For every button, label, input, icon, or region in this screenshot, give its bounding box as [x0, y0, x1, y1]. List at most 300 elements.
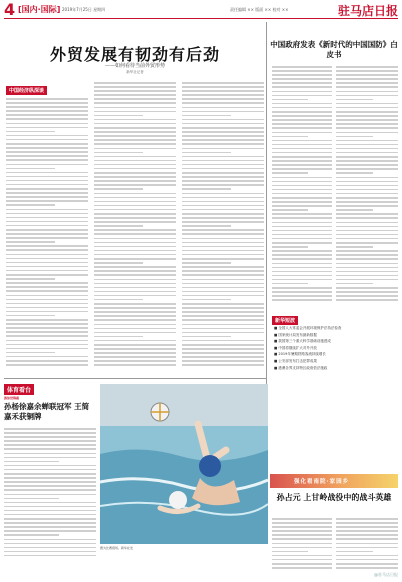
text-line: [182, 311, 264, 313]
text-line: [272, 538, 332, 540]
text-line: [182, 242, 264, 244]
text-line: [336, 279, 398, 281]
text-line: [6, 319, 88, 321]
text-line: [336, 189, 398, 191]
text-line: [272, 213, 332, 215]
text-line: [4, 465, 96, 467]
bottom-headline: 孙占元 上甘岭战役中的战斗英雄: [276, 492, 392, 502]
text-line: [94, 279, 176, 281]
text-line: [336, 66, 398, 68]
text-line: [272, 526, 332, 528]
text-line: [182, 344, 264, 346]
text-line: [272, 205, 332, 207]
text-line: [182, 221, 264, 223]
text-line: [182, 209, 264, 211]
news-brief-item: ■ 国家统计局发布最新数据: [274, 332, 317, 337]
text-line: [182, 127, 264, 129]
text-line: [182, 148, 264, 150]
text-line: [6, 192, 88, 194]
right-headline: 中国政府发表《新时代的中国国防》白皮书: [270, 40, 398, 59]
lead-headline: 外贸发展有韧劲有后劲: [49, 45, 220, 64]
text-line: [182, 225, 231, 227]
text-line: [182, 217, 264, 219]
text-line: [336, 193, 398, 195]
news-brief-item: ■ 中国将继续扩大对外开放: [274, 345, 317, 350]
text-line: [6, 344, 88, 346]
text-line: [272, 123, 332, 125]
text-line: [182, 197, 264, 199]
text-line: [6, 172, 88, 174]
text-line: [6, 311, 88, 313]
text-line: [6, 131, 55, 133]
text-line: [94, 315, 176, 317]
news-brief-item: ■ 港澳各界支持特区政府依法施政: [274, 365, 328, 370]
text-line: [272, 144, 332, 146]
text-line: [336, 526, 398, 528]
text-line: [94, 82, 176, 84]
text-line: [94, 180, 176, 182]
text-line: [336, 226, 398, 228]
text-line: [336, 103, 398, 105]
text-line: [336, 144, 398, 146]
text-line: [272, 547, 332, 549]
text-line: [4, 473, 96, 475]
text-line: [6, 188, 88, 190]
text-line: [6, 233, 88, 235]
text-line: [6, 213, 88, 215]
right-text-column-1: [272, 66, 332, 303]
text-line: [336, 205, 398, 207]
text-line: [272, 230, 332, 232]
text-line: [336, 181, 398, 183]
text-line: [94, 336, 143, 338]
text-line: [6, 127, 88, 129]
text-line: [182, 164, 264, 166]
text-line: [272, 181, 332, 183]
text-line: [336, 567, 398, 569]
text-line: [6, 176, 88, 178]
text-line: [336, 127, 398, 129]
text-line: [336, 547, 398, 549]
text-line: [6, 204, 55, 206]
text-line: [6, 245, 88, 247]
text-line: [94, 119, 176, 121]
text-line: [94, 360, 176, 362]
text-line: [94, 86, 176, 88]
text-line: [94, 156, 176, 158]
text-line: [272, 172, 308, 174]
text-line: [4, 444, 96, 446]
text-line: [182, 201, 264, 203]
text-line: [94, 201, 176, 203]
text-line: [6, 364, 88, 366]
text-line: [336, 140, 398, 142]
text-line: [336, 148, 398, 150]
text-line: [182, 115, 231, 117]
text-line: [272, 95, 332, 97]
text-line: [6, 282, 88, 284]
text-line: [94, 172, 176, 174]
text-line: [4, 477, 96, 479]
text-line: [182, 283, 264, 285]
water-polo-photo: [100, 384, 268, 544]
text-line: [336, 91, 398, 93]
text-line: [94, 176, 176, 178]
text-line: [6, 200, 88, 202]
text-line: [182, 364, 264, 366]
text-line: [94, 143, 176, 145]
text-line: [336, 152, 398, 154]
text-line: [336, 559, 398, 561]
text-line: [182, 299, 231, 301]
text-line: [272, 563, 332, 565]
text-line: [336, 295, 398, 297]
text-line: [272, 99, 308, 101]
text-line: [4, 440, 96, 442]
text-line: [182, 336, 231, 338]
text-line: [6, 118, 88, 120]
right-text-column-2: [336, 66, 398, 303]
text-line: [272, 246, 308, 248]
text-line: [182, 98, 264, 100]
text-line: [336, 234, 398, 236]
text-line: [94, 90, 176, 92]
text-line: [94, 94, 176, 96]
text-line: [94, 328, 176, 330]
text-line: [182, 279, 264, 281]
text-line: [94, 242, 176, 244]
text-line: [4, 547, 96, 549]
text-line: [272, 551, 308, 553]
text-line: [182, 254, 264, 256]
text-line: [94, 184, 176, 186]
text-line: [94, 262, 143, 264]
text-line: [272, 258, 332, 260]
text-line: [336, 287, 398, 289]
text-line: [272, 177, 332, 179]
text-line: [182, 160, 264, 162]
text-line: [272, 156, 332, 158]
text-line: [6, 159, 88, 161]
text-line: [94, 364, 176, 366]
text-line: [182, 246, 264, 248]
text-line: [94, 299, 143, 301]
text-line: [182, 180, 264, 182]
text-line: [6, 241, 55, 243]
text-line: [4, 539, 96, 541]
text-line: [272, 193, 332, 195]
text-line: [272, 111, 332, 113]
text-line: [336, 177, 398, 179]
text-line: [6, 286, 88, 288]
text-line: [94, 274, 176, 276]
text-line: [336, 217, 398, 219]
text-line: [336, 123, 398, 125]
text-line: [182, 328, 264, 330]
text-line: [6, 270, 88, 272]
text-line: [6, 229, 88, 231]
text-line: [272, 275, 332, 277]
text-line: [272, 91, 332, 93]
text-line: [336, 213, 398, 215]
lead-text-column-2: [94, 82, 176, 369]
text-line: [272, 295, 332, 297]
footer-logo: @驻马店日报: [374, 572, 398, 577]
text-line: [336, 82, 398, 84]
news-brief-item: ■ 公安部发布打击犯罪成果: [274, 358, 317, 363]
text-line: [272, 132, 332, 134]
sports-text-column: [4, 428, 96, 559]
text-line: [272, 119, 332, 121]
text-line: [6, 299, 88, 301]
text-line: [272, 250, 332, 252]
text-line: [336, 522, 398, 524]
text-line: [94, 283, 176, 285]
section-divider: [4, 378, 266, 379]
text-line: [6, 323, 88, 325]
text-line: [182, 348, 264, 350]
text-line: [336, 230, 398, 232]
text-line: [272, 66, 332, 68]
text-line: [94, 311, 176, 313]
text-line: [6, 335, 88, 337]
text-line: [6, 151, 88, 153]
text-line: [182, 168, 264, 170]
text-line: [182, 188, 231, 190]
text-line: [272, 254, 332, 256]
text-line: [94, 160, 176, 162]
text-line: [336, 543, 398, 545]
text-line: [182, 360, 264, 362]
text-line: [4, 522, 96, 524]
text-line: [182, 131, 264, 133]
text-line: [336, 185, 398, 187]
text-line: [4, 555, 96, 557]
text-line: [94, 352, 176, 354]
text-line: [272, 543, 332, 545]
text-line: [182, 176, 264, 178]
text-line: [94, 340, 176, 342]
text-line: [94, 270, 176, 272]
text-line: [4, 489, 96, 491]
news-brief-tag: 新华短波: [272, 316, 298, 325]
text-line: [272, 160, 332, 162]
text-line: [182, 229, 264, 231]
text-line: [182, 274, 264, 276]
text-line: [4, 436, 96, 438]
text-line: [336, 136, 373, 138]
text-line: [94, 213, 176, 215]
text-line: [4, 481, 96, 483]
text-line: [94, 266, 176, 268]
text-line: [94, 197, 176, 199]
text-line: [182, 205, 264, 207]
text-line: [182, 152, 231, 154]
text-line: [336, 518, 398, 520]
text-line: [4, 502, 96, 504]
text-line: [272, 234, 332, 236]
column-tag: 中国经济纵深谈: [6, 86, 47, 95]
text-line: [4, 498, 59, 500]
text-line: [6, 164, 88, 166]
text-line: [94, 188, 143, 190]
text-line: [4, 485, 96, 487]
text-line: [4, 534, 59, 536]
text-line: [6, 209, 88, 211]
text-line: [336, 534, 398, 536]
text-line: [182, 352, 264, 354]
sports-small-tag: 游泳世锦赛: [4, 396, 20, 400]
page-number: 4: [4, 0, 16, 19]
text-line: [336, 530, 398, 532]
text-line: [336, 132, 398, 134]
text-line: [6, 331, 88, 333]
text-line: [182, 270, 264, 272]
text-line: [182, 233, 264, 235]
text-line: [336, 201, 398, 203]
text-line: [6, 315, 55, 317]
text-line: [94, 295, 176, 297]
text-line: [182, 356, 264, 358]
text-line: [182, 324, 264, 326]
text-line: [336, 250, 398, 252]
text-line: [94, 135, 176, 137]
bottom-text-column-2: [336, 518, 398, 571]
text-line: [6, 143, 88, 145]
text-line: [272, 148, 332, 150]
text-line: [94, 152, 143, 154]
text-line: [272, 238, 332, 240]
text-line: [4, 518, 96, 520]
text-line: [182, 295, 264, 297]
text-line: [336, 299, 398, 301]
text-line: [6, 217, 88, 219]
text-line: [94, 254, 176, 256]
text-line: [336, 95, 398, 97]
text-line: [182, 86, 264, 88]
text-line: [182, 213, 264, 215]
text-line: [272, 107, 332, 109]
text-line: [272, 189, 332, 191]
text-line: [94, 291, 176, 293]
text-line: [272, 279, 332, 281]
text-line: [4, 526, 96, 528]
text-line: [336, 283, 373, 285]
text-line: [182, 94, 264, 96]
text-line: [4, 469, 96, 471]
text-line: [94, 139, 176, 141]
text-line: [182, 143, 264, 145]
text-line: [272, 115, 332, 117]
text-line: [272, 226, 332, 228]
text-line: [182, 262, 231, 264]
text-line: [94, 356, 176, 358]
text-line: [94, 98, 176, 100]
text-line: [6, 340, 88, 342]
text-line: [182, 82, 264, 84]
text-line: [4, 514, 96, 516]
text-line: [272, 127, 332, 129]
text-line: [182, 340, 264, 342]
text-line: [6, 356, 88, 358]
text-line: [336, 254, 398, 256]
photo-illustration: [100, 384, 268, 544]
text-line: [182, 319, 264, 321]
text-line: [272, 559, 332, 561]
text-line: [6, 258, 88, 260]
text-line: [182, 307, 264, 309]
news-brief-item: ■ 全国人大常委会开展环境保护法执法检查: [274, 326, 342, 330]
text-line: [94, 148, 176, 150]
news-brief-list: [274, 326, 398, 372]
text-line: [4, 453, 96, 455]
text-line: [182, 135, 264, 137]
text-line: [272, 287, 332, 289]
text-line: [336, 275, 398, 277]
text-line: [6, 123, 88, 125]
text-line: [272, 263, 332, 265]
text-line: [336, 291, 398, 293]
lead-text-column-1: [6, 98, 88, 368]
text-line: [6, 114, 88, 116]
text-line: [94, 229, 176, 231]
issue-date: 2019年7月25日 星期四: [62, 7, 106, 12]
text-line: [94, 233, 176, 235]
text-line: [4, 510, 96, 512]
text-line: [94, 246, 176, 248]
feature-band-title: 强化看南院·家园乡: [294, 479, 350, 485]
text-line: [336, 119, 398, 121]
text-line: [336, 172, 373, 174]
photo-caption: 图为比赛现场。新华社发: [100, 546, 134, 550]
text-line: [94, 115, 143, 117]
text-line: [336, 74, 398, 76]
text-line: [336, 156, 398, 158]
text-line: [272, 82, 332, 84]
text-line: [94, 164, 176, 166]
text-line: [272, 267, 332, 269]
text-line: [182, 102, 264, 104]
text-line: [6, 168, 55, 170]
lead-byline: 新华社记者: [126, 70, 144, 74]
text-line: [94, 168, 176, 170]
text-line: [336, 263, 398, 265]
news-brief-item: ■ 我国第三个重大科学基础设施建成: [274, 339, 331, 344]
text-line: [6, 274, 88, 276]
text-line: [6, 352, 55, 354]
text-line: [94, 131, 176, 133]
text-line: [6, 360, 88, 362]
text-line: [94, 238, 176, 240]
text-line: [336, 271, 398, 273]
text-line: [6, 295, 88, 297]
text-line: [182, 315, 264, 317]
text-line: [94, 324, 176, 326]
text-line: [94, 193, 176, 195]
text-line: [272, 136, 308, 138]
text-line: [272, 164, 332, 166]
feature-band: [270, 474, 398, 488]
text-line: [336, 555, 398, 557]
text-line: [182, 119, 264, 121]
text-line: [182, 258, 264, 260]
text-line: [272, 78, 332, 80]
text-line: [94, 348, 176, 350]
text-line: [182, 332, 264, 334]
text-line: [272, 222, 332, 224]
text-line: [272, 86, 332, 88]
text-line: [4, 494, 96, 496]
